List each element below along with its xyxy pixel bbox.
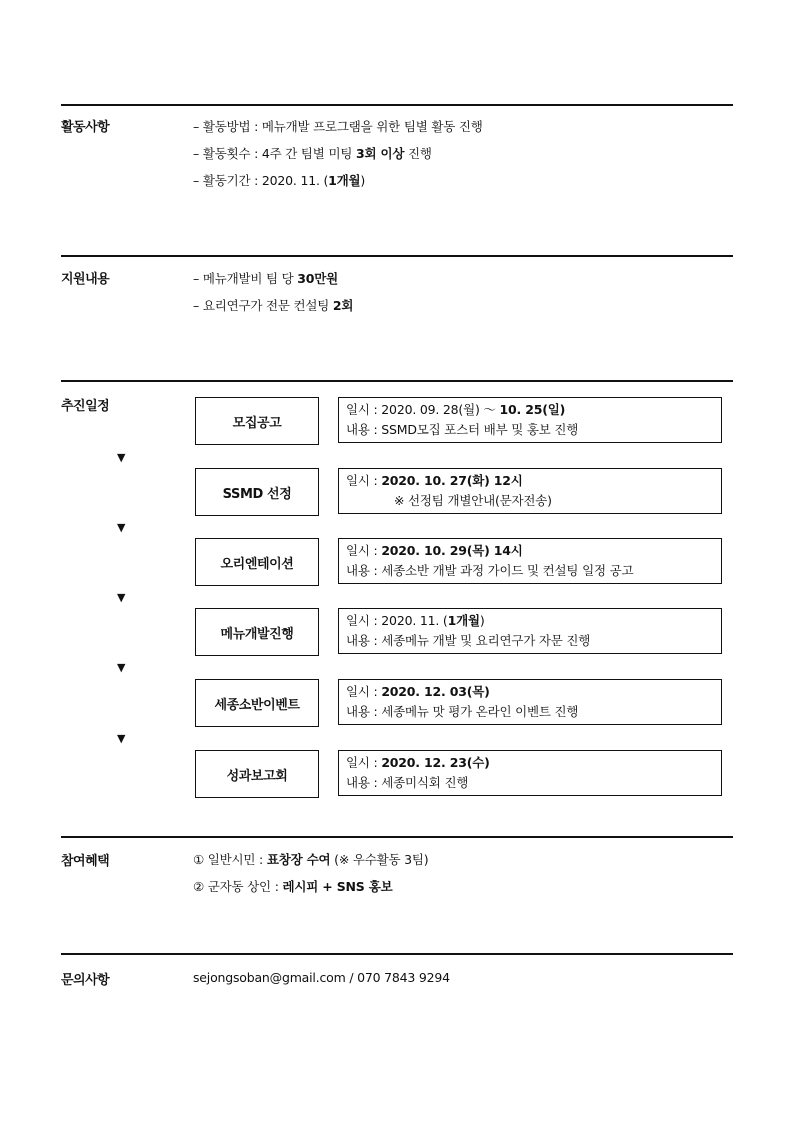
- step-detail: [338, 397, 722, 443]
- support-label: 지원내용: [61, 272, 110, 287]
- step-content: 내용 : 세종소반 개발 과정 가이드 및 컨설팅 일정 공고: [346, 563, 634, 578]
- activity-label: 활동사항: [61, 120, 110, 135]
- schedule-step-report: [195, 750, 724, 798]
- benefits-lines: [193, 846, 428, 900]
- support-lines: [193, 265, 353, 319]
- benefits-label: 참여혜택: [61, 854, 110, 869]
- schedule-step-recruit: [195, 397, 724, 445]
- down-arrow-icon: ▼: [117, 732, 126, 745]
- activity-section: [61, 104, 733, 188]
- support-cost-line: – 메뉴개발비 팀 당 30만원: [193, 271, 339, 286]
- down-arrow-icon: ▼: [117, 591, 126, 604]
- step-content: 내용 : 세종미식회 진행: [346, 775, 469, 790]
- schedule-section: [61, 380, 733, 790]
- step-title: 세종소반이벤트: [195, 679, 319, 727]
- activity-lines: [193, 113, 483, 194]
- schedule-label: 추진일정: [61, 399, 110, 414]
- step-content: 내용 : 세종메뉴 개발 및 요리연구가 자문 진행: [346, 633, 591, 648]
- support-consult-line: – 요리연구가 전문 컨설팅 2회: [193, 298, 354, 313]
- step-date: 일시 : 2020. 12. 23(수): [346, 755, 490, 770]
- step-detail: [338, 468, 722, 514]
- step-title: 메뉴개발진행: [195, 608, 319, 656]
- step-date: 일시 : 2020. 09. 28(월) ～ 10. 25(일): [346, 402, 566, 417]
- step-content: ※ 선정팀 개별안내(문자전송): [394, 493, 552, 508]
- down-arrow-icon: ▼: [117, 451, 126, 464]
- step-date: 일시 : 2020. 10. 27(화) 12시: [346, 473, 523, 488]
- support-section: [61, 255, 733, 313]
- inquiry-contact: sejongsoban@gmail.com / 070 7843 9294: [193, 970, 450, 985]
- benefit-citizen-line: ① 일반시민 : 표창장 수여 (※ 우수활동 3팀): [193, 852, 429, 867]
- step-title: 오리엔테이션: [195, 538, 319, 586]
- schedule-step-event: [195, 679, 724, 727]
- benefits-section: [61, 836, 733, 894]
- step-title: SSMD 선정: [195, 468, 319, 516]
- step-date: 일시 : 2020. 10. 29(목) 14시: [346, 543, 523, 558]
- step-detail: [338, 750, 722, 796]
- activity-count-line: – 활동횟수 : 4주 간 팀별 미팅 3회 이상 진행: [193, 146, 432, 161]
- step-title: 성과보고회: [195, 750, 319, 798]
- benefit-merchant-line: ② 군자동 상인 : 레시피 + SNS 홍보: [193, 879, 393, 894]
- activity-method-line: – 활동방법 : 메뉴개발 프로그램을 위한 팀별 활동 진행: [193, 119, 483, 134]
- step-detail: [338, 608, 722, 654]
- inquiry-lines: [193, 964, 450, 991]
- inquiry-label: 문의사항: [61, 973, 110, 988]
- down-arrow-icon: ▼: [117, 521, 126, 534]
- activity-period-line: – 활동기간 : 2020. 11. (1개월): [193, 173, 366, 188]
- step-detail: [338, 679, 722, 725]
- down-arrow-icon: ▼: [117, 661, 126, 674]
- schedule-step-orientation: [195, 538, 724, 586]
- schedule-step-selection: [195, 468, 724, 516]
- step-content: 내용 : 세종메뉴 맛 평가 온라인 이벤트 진행: [346, 704, 579, 719]
- step-detail: [338, 538, 722, 584]
- step-title: 모집공고: [195, 397, 319, 445]
- schedule-step-development: [195, 608, 724, 656]
- step-date: 일시 : 2020. 12. 03(목): [346, 684, 490, 699]
- step-content: 내용 : SSMD모집 포스터 배부 및 홍보 진행: [346, 422, 579, 437]
- inquiry-section: [61, 953, 733, 988]
- step-date: 일시 : 2020. 11. (1개월): [346, 613, 485, 628]
